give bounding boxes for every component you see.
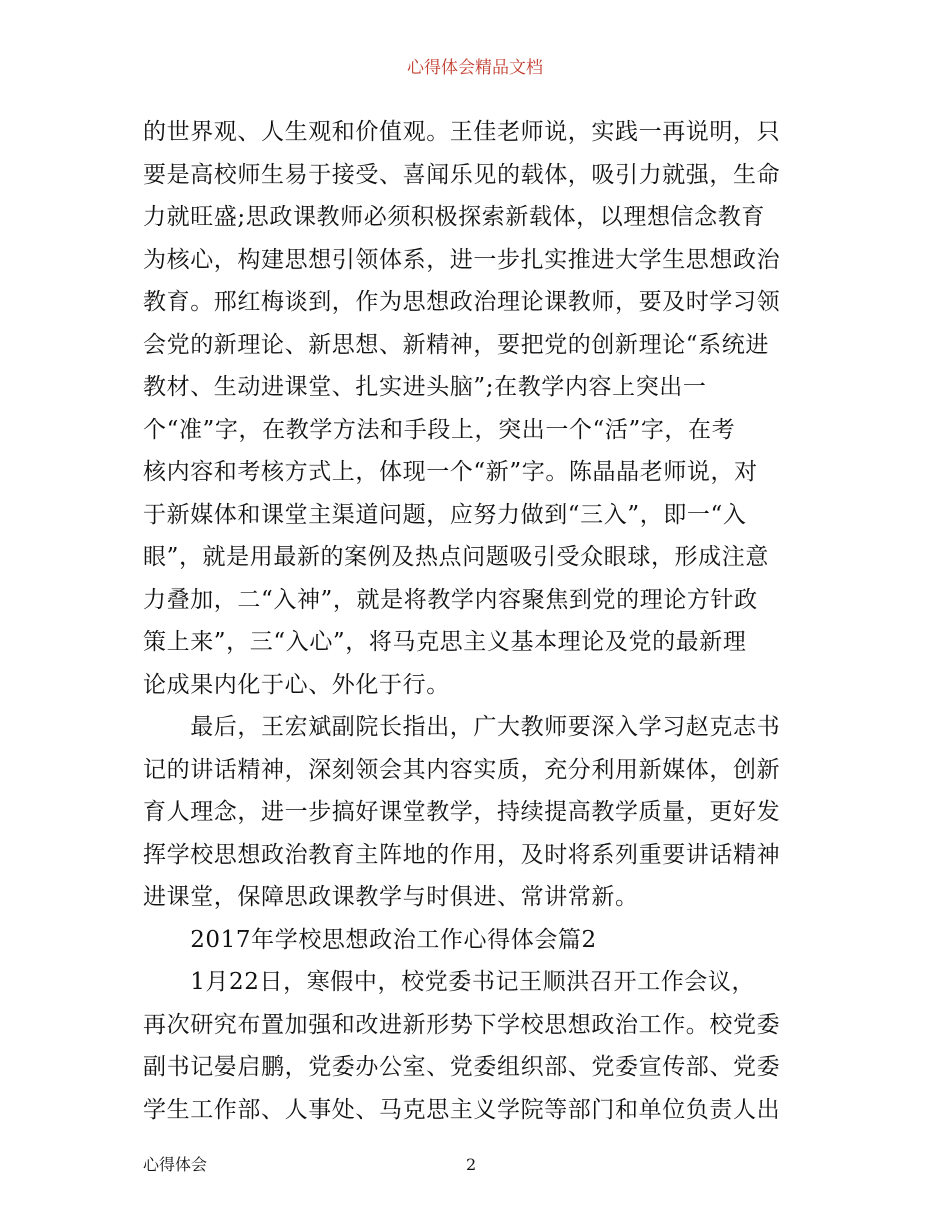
body-line: 于新媒体和课堂主渠道问题，应努力做到“三入”，即一“入 — [143, 501, 747, 528]
body-line: 1月22日，寒假中，校党委书记王顺洪召开工作会议， — [143, 969, 756, 995]
footer-label: 心得体会 — [143, 1155, 208, 1174]
page-number: 2 — [466, 1155, 477, 1174]
body-line: 最后，王宏斌副院长指出，广大教师要深入学习赵克志书 — [143, 714, 781, 740]
body-line: 力叠加，二“入神”，就是将教学内容聚焦到党的理论方针政 — [143, 586, 758, 613]
body-line: 的世界观、人生观和价值观。王佳老师说，实践一再说明，只 — [143, 119, 781, 145]
body-line: 核内容和考核方式上，体现一个“新”字。陈晶晶老师说，对 — [143, 459, 758, 485]
body-line: 会党的新理论、新思想、新精神，要把党的创新理论“系统进 — [143, 331, 769, 358]
body-line: 论成果内化于心、外化于行。 — [143, 671, 450, 698]
document-body — [143, 111, 823, 1131]
body-line: 为核心，构建思想引领体系，进一步扎实推进大学生思想政治 — [143, 246, 781, 273]
body-line: 策上来”，三“入心”，将马克思主义基本理论及党的最新理 — [143, 629, 747, 655]
body-line: 力就旺盛;思政课教师必须积极探索新载体，以理想信念教育 — [143, 204, 765, 230]
body-line: 教材、生动进课堂、扎实进头脑”;在教学内容上突出一 — [143, 374, 707, 400]
body-line: 要是高校师生易于接受、喜闻乐见的载体，吸引力就强，生命 — [143, 161, 781, 188]
body-line: 记的讲话精神，深刻领会其内容实质，充分利用新媒体，创新 — [143, 756, 781, 783]
body-line: 个“准”字，在教学方法和手段上，突出一个“活”字，在考 — [143, 416, 736, 443]
body-line: 学生工作部、人事处、马克思主义学院等部门和单位负责人出 — [143, 1096, 781, 1123]
body-line: 眼”，就是用最新的案例及热点问题吸引受众眼球，形成注意 — [143, 544, 769, 570]
document-header-title: 心得体会精品文档 — [407, 58, 543, 78]
body-line: 副书记晏启鹏，党委办公室、党委组织部、党委宣传部、党委 — [143, 1054, 781, 1080]
body-line: 育人理念，进一步搞好课堂教学，持续提高教学质量，更好发 — [143, 799, 781, 825]
body-line: 教育。邢红梅谈到，作为思想政治理论课教师，要及时学习领 — [143, 289, 781, 315]
section-heading: 2017年学校思想政治工作心得体会篇2 — [143, 926, 597, 953]
body-line: 再次研究布置加强和改进新形势下学校思想政治工作。校党委 — [143, 1011, 781, 1038]
body-line: 挥学校思想政治教育主阵地的作用，及时将系列重要讲话精神 — [143, 841, 781, 868]
body-line: 进课堂，保障思政课教学与时俱进、常讲常新。 — [143, 884, 639, 910]
